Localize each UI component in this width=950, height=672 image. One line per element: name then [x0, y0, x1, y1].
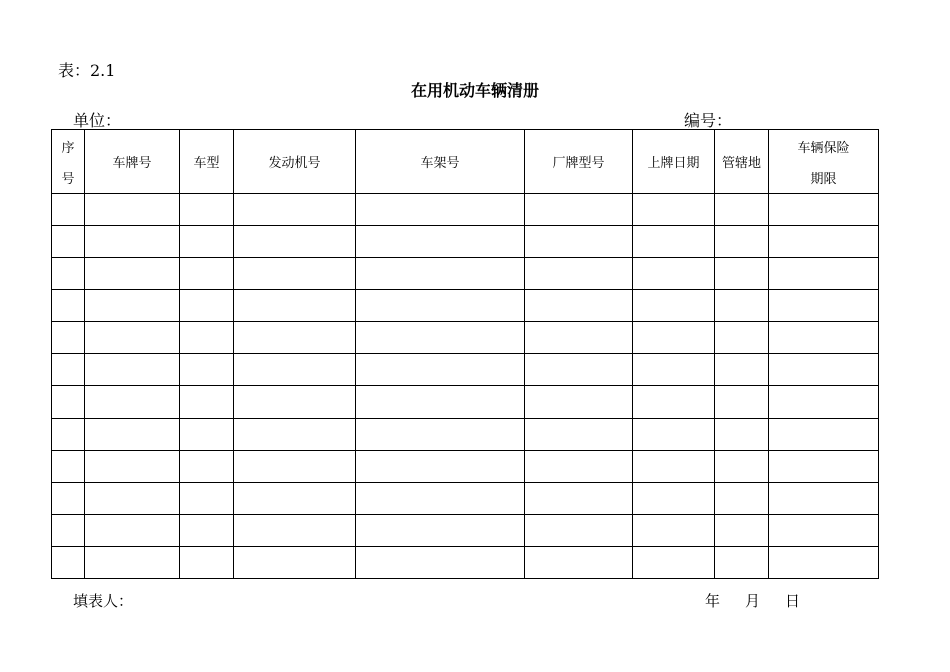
table-cell[interactable]	[715, 258, 769, 290]
table-cell[interactable]	[85, 482, 180, 514]
table-cell[interactable]	[52, 258, 85, 290]
table-cell[interactable]	[525, 482, 633, 514]
table-cell[interactable]	[85, 226, 180, 258]
table-cell[interactable]	[180, 226, 234, 258]
table-cell[interactable]	[633, 482, 715, 514]
table-cell[interactable]	[85, 290, 180, 322]
table-cell[interactable]	[356, 418, 525, 450]
table-cell[interactable]	[633, 514, 715, 546]
table-cell[interactable]	[85, 386, 180, 418]
table-cell[interactable]	[85, 546, 180, 578]
table-cell[interactable]	[52, 386, 85, 418]
table-cell[interactable]	[85, 450, 180, 482]
column-header-registration-date: 上牌日期	[633, 130, 715, 194]
table-row	[52, 258, 879, 290]
table-cell[interactable]	[180, 450, 234, 482]
table-cell[interactable]	[180, 258, 234, 290]
table-row	[52, 290, 879, 322]
unit-label: 单位：	[73, 111, 122, 130]
column-header-plate-number: 车牌号	[85, 130, 180, 194]
table-cell[interactable]	[769, 322, 879, 354]
table-cell[interactable]	[180, 418, 234, 450]
table-row	[52, 546, 879, 578]
table-cell[interactable]	[52, 322, 85, 354]
table-cell[interactable]	[52, 354, 85, 386]
table-cell[interactable]	[356, 386, 525, 418]
table-cell[interactable]	[715, 482, 769, 514]
table-row	[52, 482, 879, 514]
table-cell[interactable]	[525, 418, 633, 450]
table-cell[interactable]	[52, 226, 85, 258]
column-header-brand-model: 厂牌型号	[525, 130, 633, 194]
table-cell[interactable]	[633, 226, 715, 258]
table-cell[interactable]	[769, 290, 879, 322]
table-cell[interactable]	[715, 226, 769, 258]
table-cell[interactable]	[715, 450, 769, 482]
table-cell[interactable]	[769, 258, 879, 290]
table-row	[52, 418, 879, 450]
table-cell[interactable]	[356, 546, 525, 578]
table-cell[interactable]	[769, 226, 879, 258]
table-cell[interactable]	[769, 386, 879, 418]
table-cell[interactable]	[525, 546, 633, 578]
table-cell[interactable]	[356, 482, 525, 514]
table-cell[interactable]	[52, 546, 85, 578]
document-title: 在用机动车辆清册	[410, 81, 539, 100]
table-row	[52, 226, 879, 258]
vehicle-register-table	[51, 129, 879, 579]
table-cell[interactable]	[715, 418, 769, 450]
table-cell[interactable]	[769, 482, 879, 514]
table-cell[interactable]	[356, 514, 525, 546]
table-cell[interactable]	[85, 514, 180, 546]
table-cell[interactable]	[234, 226, 356, 258]
table-cell[interactable]	[180, 194, 234, 226]
table-cell[interactable]	[525, 194, 633, 226]
table-cell[interactable]	[180, 386, 234, 418]
table-row	[52, 322, 879, 354]
table-cell[interactable]	[525, 514, 633, 546]
table-cell[interactable]	[633, 290, 715, 322]
table-cell[interactable]	[715, 322, 769, 354]
table-cell[interactable]	[525, 354, 633, 386]
column-header-insurance-term	[769, 130, 879, 194]
table-cell[interactable]	[525, 450, 633, 482]
table-cell[interactable]	[52, 514, 85, 546]
table-cell[interactable]	[234, 354, 356, 386]
table-cell[interactable]	[769, 354, 879, 386]
table-cell[interactable]	[356, 194, 525, 226]
column-header-vehicle-type: 车型	[180, 130, 234, 194]
column-header-index-bottom: 号	[61, 171, 75, 187]
table-row	[52, 354, 879, 386]
table-cell[interactable]	[525, 226, 633, 258]
table-cell[interactable]	[356, 450, 525, 482]
table-cell[interactable]	[85, 418, 180, 450]
table-cell[interactable]	[633, 546, 715, 578]
table-header-row	[52, 130, 879, 194]
table-cell[interactable]	[525, 258, 633, 290]
table-cell[interactable]	[769, 194, 879, 226]
filler-label: 填表人：	[73, 592, 134, 610]
table-cell[interactable]	[525, 322, 633, 354]
table-cell[interactable]	[633, 354, 715, 386]
table-cell[interactable]	[180, 354, 234, 386]
table-cell[interactable]	[769, 450, 879, 482]
table-cell[interactable]	[769, 514, 879, 546]
table-cell[interactable]	[633, 258, 715, 290]
table-cell[interactable]	[234, 322, 356, 354]
table-cell[interactable]	[234, 418, 356, 450]
table-cell[interactable]	[633, 418, 715, 450]
table-cell[interactable]	[356, 322, 525, 354]
table-cell[interactable]	[180, 322, 234, 354]
table-cell[interactable]	[769, 546, 879, 578]
table-cell[interactable]	[180, 482, 234, 514]
table-cell[interactable]	[356, 226, 525, 258]
date-month-label: 月	[745, 592, 761, 610]
table-cell[interactable]	[715, 290, 769, 322]
table-cell[interactable]	[715, 514, 769, 546]
table-cell[interactable]	[633, 194, 715, 226]
table-row	[52, 450, 879, 482]
table-cell[interactable]	[234, 482, 356, 514]
table-cell[interactable]	[769, 418, 879, 450]
table-cell[interactable]	[715, 194, 769, 226]
serial-number-label: 编号：	[684, 111, 733, 130]
table-cell[interactable]	[234, 514, 356, 546]
table-cell[interactable]	[525, 386, 633, 418]
table-cell[interactable]	[52, 482, 85, 514]
column-header-engine-number: 发动机号	[234, 130, 356, 194]
table-cell[interactable]	[52, 290, 85, 322]
table-cell[interactable]	[356, 354, 525, 386]
table-cell[interactable]	[633, 450, 715, 482]
table-cell[interactable]	[52, 418, 85, 450]
table-cell[interactable]	[633, 322, 715, 354]
table-cell[interactable]	[715, 354, 769, 386]
table-cell[interactable]	[234, 258, 356, 290]
table-cell[interactable]	[525, 290, 633, 322]
table-cell[interactable]	[180, 546, 234, 578]
table-cell[interactable]	[234, 194, 356, 226]
table-row	[52, 386, 879, 418]
table-cell[interactable]	[52, 450, 85, 482]
column-header-frame-number: 车架号	[356, 130, 525, 194]
table-cell[interactable]	[715, 546, 769, 578]
table-cell[interactable]	[52, 194, 85, 226]
table-row	[52, 514, 879, 546]
table-cell[interactable]	[180, 290, 234, 322]
table-cell[interactable]	[234, 546, 356, 578]
column-header-index-top: 序	[61, 140, 75, 156]
table-cell[interactable]	[234, 450, 356, 482]
column-header-insurance-term-top: 车辆保险	[797, 140, 850, 156]
table-number: 表：2.1	[58, 61, 116, 80]
date-day-label: 日	[785, 592, 801, 610]
column-header-insurance-term-bottom: 期限	[810, 171, 837, 187]
table-cell[interactable]	[85, 354, 180, 386]
table-cell[interactable]	[356, 258, 525, 290]
column-header-index	[52, 130, 85, 194]
table-cell[interactable]	[633, 386, 715, 418]
table-row	[52, 194, 879, 226]
table-cell[interactable]	[85, 194, 180, 226]
column-header-jurisdiction: 管辖地	[715, 130, 769, 194]
table-cell[interactable]	[180, 514, 234, 546]
table-cell[interactable]	[356, 290, 525, 322]
table-cell[interactable]	[234, 386, 356, 418]
date-year-label: 年	[705, 592, 721, 610]
table-cell[interactable]	[234, 290, 356, 322]
table-cell[interactable]	[715, 386, 769, 418]
table-cell[interactable]	[85, 322, 180, 354]
table-cell[interactable]	[85, 258, 180, 290]
